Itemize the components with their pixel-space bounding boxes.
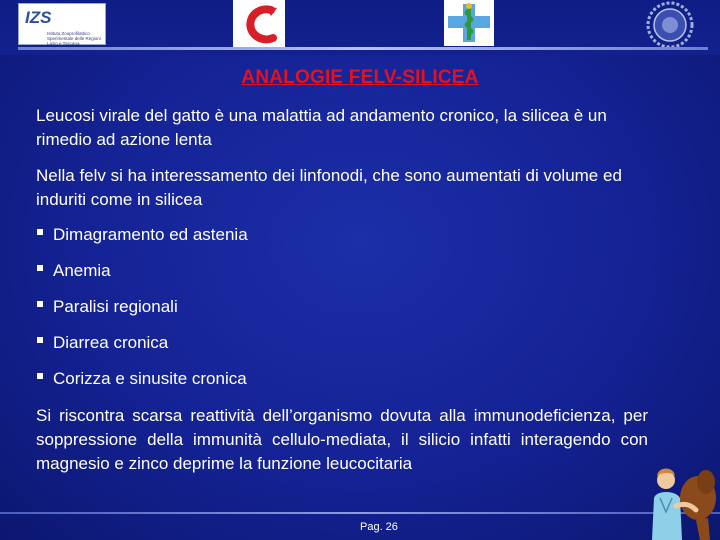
intro-paragraph: Leucosi virale del gatto è una malattia ad andamento cronico, la silicea è un rimedio ad azione lenta [36, 106, 607, 149]
bullet-icon [37, 337, 43, 343]
izs-logo-mark: IZS [25, 8, 52, 27]
header-divider [18, 47, 708, 50]
lymph-node-paragraph: Nella felv si ha interessamento dei linfonodi, che sono aumentati di volume ed induriti come in silicea [36, 166, 622, 209]
bullet-icon [37, 229, 43, 235]
list-item [36, 331, 248, 367]
list-item-label: Paralisi regionali [53, 297, 178, 316]
seal-logo [645, 0, 695, 50]
immunity-paragraph: Si riscontra scarsa reattività dell’organismo dovuta alla immunodeficienza, per soppressione della immunità cellulo-mediata, il silicio infatti interagendo con magnesio e zinco deprime la funzione leucocitaria [36, 406, 648, 473]
caduceus-cross-logo [444, 0, 494, 46]
list-item [36, 367, 248, 403]
vet-with-dog-illustration [640, 436, 720, 540]
c-logo-icon [233, 0, 285, 48]
list-item [36, 223, 248, 259]
caduceus-cross-icon [444, 0, 494, 46]
list-item-label: Dimagramento ed astenia [53, 225, 248, 244]
izs-logo-line: Lazio e Toscana [47, 41, 80, 46]
izs-logo-line: Sperimentale delle Regioni [47, 36, 101, 41]
bullet-icon [37, 265, 43, 271]
izs-logo-line: Istituto Zooprofilattico [47, 31, 90, 36]
list-item-label: Corizza e sinusite cronica [53, 369, 247, 388]
slide-title: ANALOGIE FELV-SILICEA [241, 67, 479, 88]
izs-logo [18, 3, 106, 45]
seal-icon [645, 0, 695, 50]
c-logo [233, 0, 285, 48]
symptom-list [36, 223, 248, 403]
list-item [36, 295, 248, 331]
footer-divider [0, 512, 720, 514]
bullet-icon [37, 373, 43, 379]
bullet-icon [37, 301, 43, 307]
page-number: Pag. 26 [360, 521, 398, 533]
list-item-label: Diarrea cronica [53, 333, 169, 352]
list-item [36, 259, 248, 295]
list-item-label: Anemia [53, 261, 111, 280]
